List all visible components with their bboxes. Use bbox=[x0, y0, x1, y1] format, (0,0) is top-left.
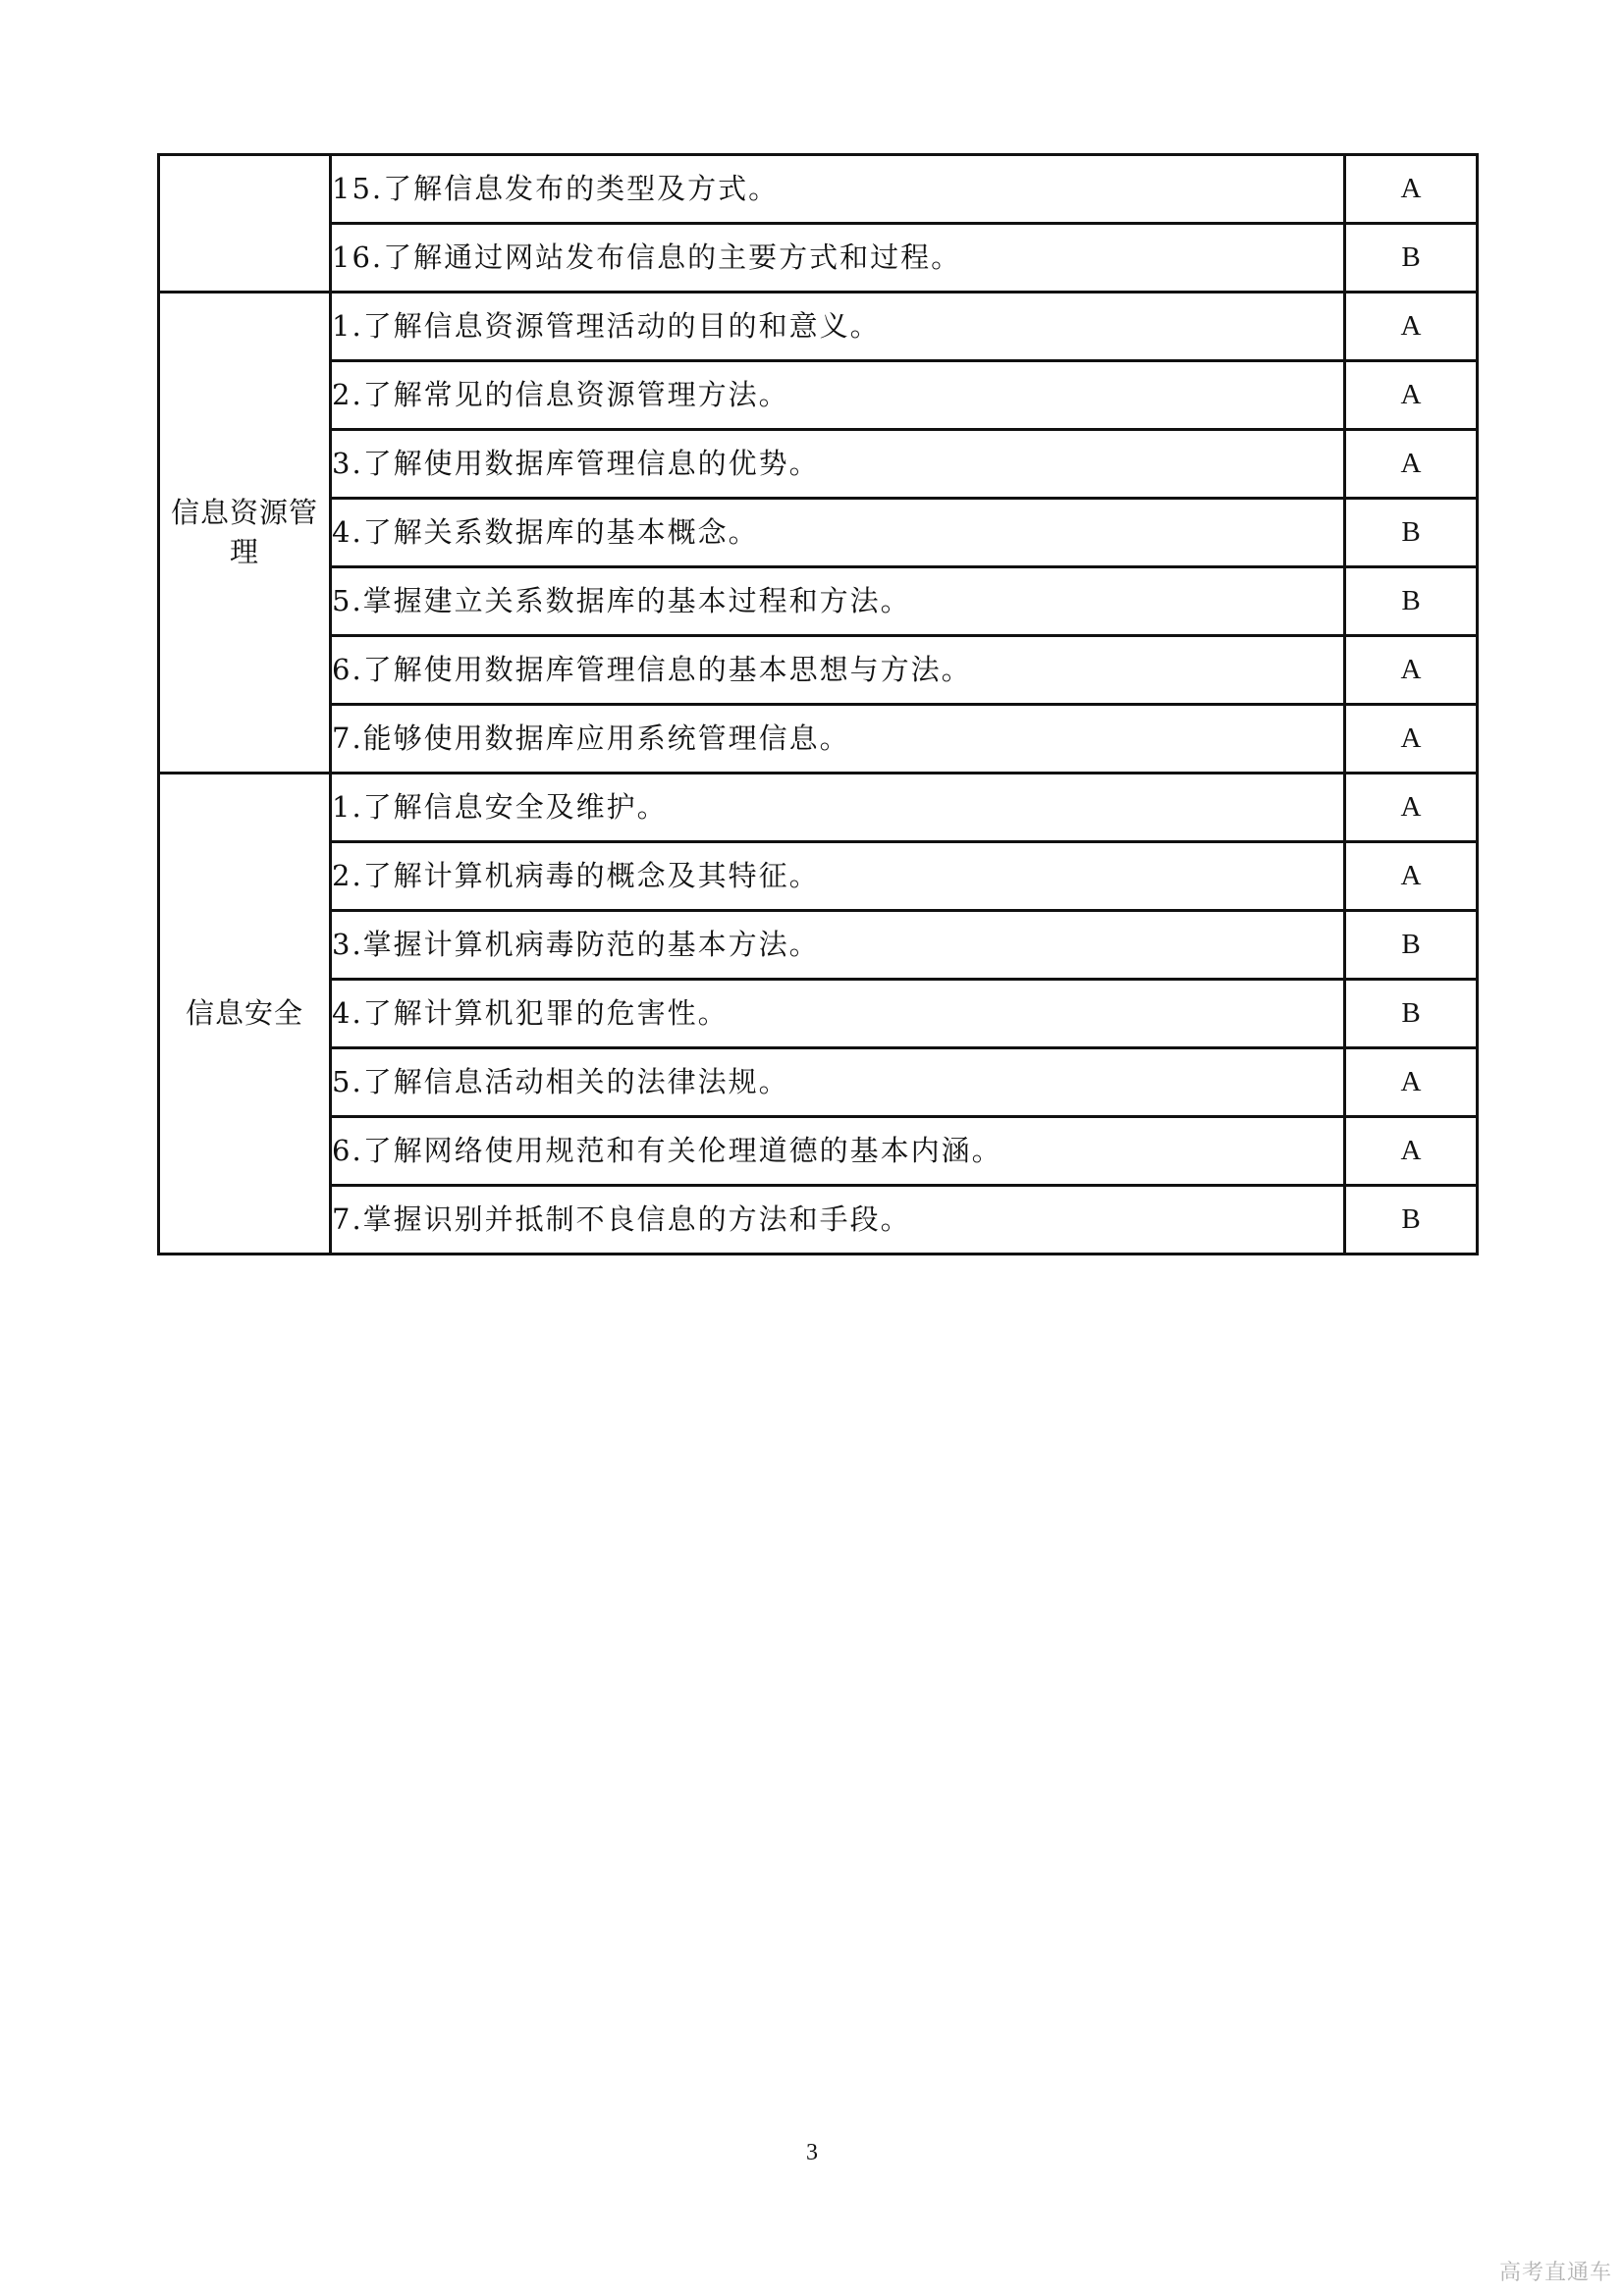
item-text: 3.了解使用数据库管理信息的优势。 bbox=[331, 430, 1345, 499]
item-text: 5.了解信息活动相关的法律法规。 bbox=[331, 1048, 1345, 1117]
level-cell: A bbox=[1345, 705, 1478, 774]
category-cell bbox=[159, 155, 331, 293]
table-row bbox=[159, 774, 1478, 842]
item-text: 1.了解信息安全及维护。 bbox=[331, 774, 1345, 842]
table-row bbox=[159, 155, 1478, 224]
page-number: 3 bbox=[806, 2140, 818, 2165]
level-cell: A bbox=[1345, 293, 1478, 361]
table-row bbox=[159, 636, 1478, 705]
level-cell: A bbox=[1345, 430, 1478, 499]
table-body bbox=[159, 155, 1478, 1255]
item-text: 7.能够使用数据库应用系统管理信息。 bbox=[331, 705, 1345, 774]
watermark: 高考直通车 bbox=[1498, 2261, 1612, 2285]
item-text: 5.掌握建立关系数据库的基本过程和方法。 bbox=[331, 567, 1345, 636]
level-cell: B bbox=[1345, 499, 1478, 567]
item-text: 4.了解计算机犯罪的危害性。 bbox=[331, 980, 1345, 1048]
level-cell: B bbox=[1345, 911, 1478, 980]
level-cell: A bbox=[1345, 1117, 1478, 1186]
table-row bbox=[159, 430, 1478, 499]
table-row bbox=[159, 980, 1478, 1048]
table-row bbox=[159, 1117, 1478, 1186]
level-cell: A bbox=[1345, 155, 1478, 224]
table-row bbox=[159, 567, 1478, 636]
table-row bbox=[159, 361, 1478, 430]
table-row bbox=[159, 911, 1478, 980]
table-row bbox=[159, 224, 1478, 293]
level-cell: B bbox=[1345, 980, 1478, 1048]
table-row bbox=[159, 293, 1478, 361]
level-cell: B bbox=[1345, 224, 1478, 293]
level-cell: B bbox=[1345, 1186, 1478, 1255]
table-row bbox=[159, 705, 1478, 774]
item-text: 6.了解使用数据库管理信息的基本思想与方法。 bbox=[331, 636, 1345, 705]
level-cell: A bbox=[1345, 774, 1478, 842]
level-cell: A bbox=[1345, 842, 1478, 911]
category-cell: 信息资源管理 bbox=[159, 293, 331, 774]
item-text: 3.掌握计算机病毒防范的基本方法。 bbox=[331, 911, 1345, 980]
item-text: 16.了解通过网站发布信息的主要方式和过程。 bbox=[331, 224, 1345, 293]
table-row bbox=[159, 1048, 1478, 1117]
level-cell: A bbox=[1345, 361, 1478, 430]
item-text: 2.了解计算机病毒的概念及其特征。 bbox=[331, 842, 1345, 911]
level-cell: A bbox=[1345, 636, 1478, 705]
item-text: 15.了解信息发布的类型及方式。 bbox=[331, 155, 1345, 224]
item-text: 2.了解常见的信息资源管理方法。 bbox=[331, 361, 1345, 430]
level-cell: A bbox=[1345, 1048, 1478, 1117]
category-cell: 信息安全 bbox=[159, 774, 331, 1255]
table-row bbox=[159, 499, 1478, 567]
item-text: 4.了解关系数据库的基本概念。 bbox=[331, 499, 1345, 567]
item-text: 6.了解网络使用规范和有关伦理道德的基本内涵。 bbox=[331, 1117, 1345, 1186]
item-text: 1.了解信息资源管理活动的目的和意义。 bbox=[331, 293, 1345, 361]
table-row bbox=[159, 1186, 1478, 1255]
level-cell: B bbox=[1345, 567, 1478, 636]
table-row bbox=[159, 842, 1478, 911]
item-text: 7.掌握识别并抵制不良信息的方法和手段。 bbox=[331, 1186, 1345, 1255]
requirements-table bbox=[157, 153, 1479, 1255]
